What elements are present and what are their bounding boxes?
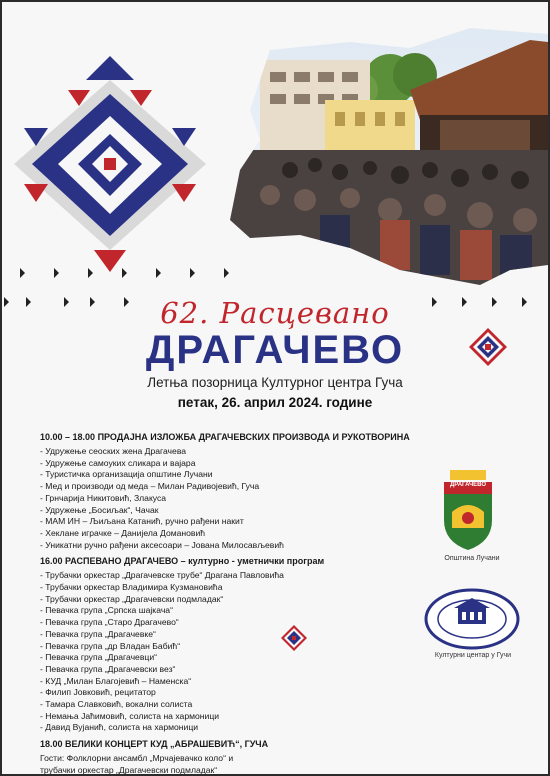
section-heading: 16.00 РАСПЕВАНО ДРАГАЧЕВО – културно - уметнички програм [40,556,325,567]
crest-banner-text: ДРАГАЧЕВО [449,482,487,488]
list-item: - Трубачки оркестар Владимира Кузмановића [40,582,223,593]
list-item: - Мед и производи од меда – Милан Радивојевић, Гуча [40,481,260,492]
section-heading: 10.00 – 18.00 ПРОДАЈНА ИЗЛОЖБА ДРАГАЧЕВСКИХ ПРОИЗВОДА И РУКОТВОРИНА [40,432,410,442]
poster [2,2,548,774]
crowd-photo [230,20,548,285]
edition-title: 62. Расцевано [160,296,390,330]
ornament-diamond-icon [10,54,210,274]
diamond-icon [468,327,508,367]
list-item: - Немања Јаћимовић, солиста на хармоници [40,710,220,721]
list-item: трубачки оркестар „Драгачевски подмладак“ [40,764,218,774]
program [40,432,460,774]
list-item: - Певачка група „Драгачевци“ [40,652,157,663]
culture-center-seal-icon [424,588,520,650]
section-list [40,753,460,774]
list-item: - Удружење „Босиљак“, Чачак [40,504,159,515]
event-name: ДРАГАЧЕВО [145,328,405,372]
event-date: петак, 26. април 2024. године [177,395,373,410]
list-item: - Певачка група „Драгачевке“ [40,628,156,639]
list-item: - Тамара Славковић, вокални солиста [40,699,193,710]
list-item: - Грнчарија Никитовић, Злакуса [40,492,167,503]
title-block [2,296,548,410]
list-item: - Удружење сеоских жена Драгачева [40,446,187,456]
list-item: - Трубачки оркестар „Драгачевске трубе“ Драгана Павловића [40,570,284,581]
list-item: - Филип Јовковић, рецитатор [40,687,156,698]
list-item: - Певачка група „Српска шајкача“ [40,605,173,616]
small-triangle-icon [20,268,250,278]
section-heading: 18.00 ВЕЛИКИ КОНЦЕРТ КУД „АБРАШЕВИЋ“, ГУЧА [40,739,269,750]
diamond-icon [280,624,308,652]
list-item: - КУД „Милан Благојевић – Наменска“ [40,675,192,686]
list-item: - Туристичка организација општине Лучани [40,469,213,480]
list-item: - Певачка група „Драгачевски вез“ [40,663,176,674]
crest-caption: Општина Лучани [444,555,500,562]
list-item: - МАМ ИН – Љиљана Катанић, ручно рађени накит [40,516,244,527]
seal-caption: Културни центар у Гучи [434,652,512,659]
municipal-crest-icon [440,468,496,552]
list-item: - Давид Вујанић, солиста на хармоници [40,722,199,733]
list-item: Гости: Фолклорни ансамбл „Мрчајевачко коло“ и [40,753,234,764]
section-list [40,570,460,734]
section-list [40,446,460,551]
list-item: - Уникатни ручно рађени аксесоари – Јована Милосављевић [40,539,284,550]
list-item: - Трубачки оркестар „Драгачевски подмладак“ [40,593,224,604]
list-item: - Удружење самоуких сликара и вајара [40,457,196,468]
venue-text: Летња позорница Културног центра Гуча [147,375,403,390]
list-item: - Певачка група „др Владан Бабић“ [40,640,181,651]
list-item: - Певачка група „Старо Драгачево“ [40,617,179,628]
list-item: - Хеклане играчке – Данијела Домановић [40,527,206,538]
